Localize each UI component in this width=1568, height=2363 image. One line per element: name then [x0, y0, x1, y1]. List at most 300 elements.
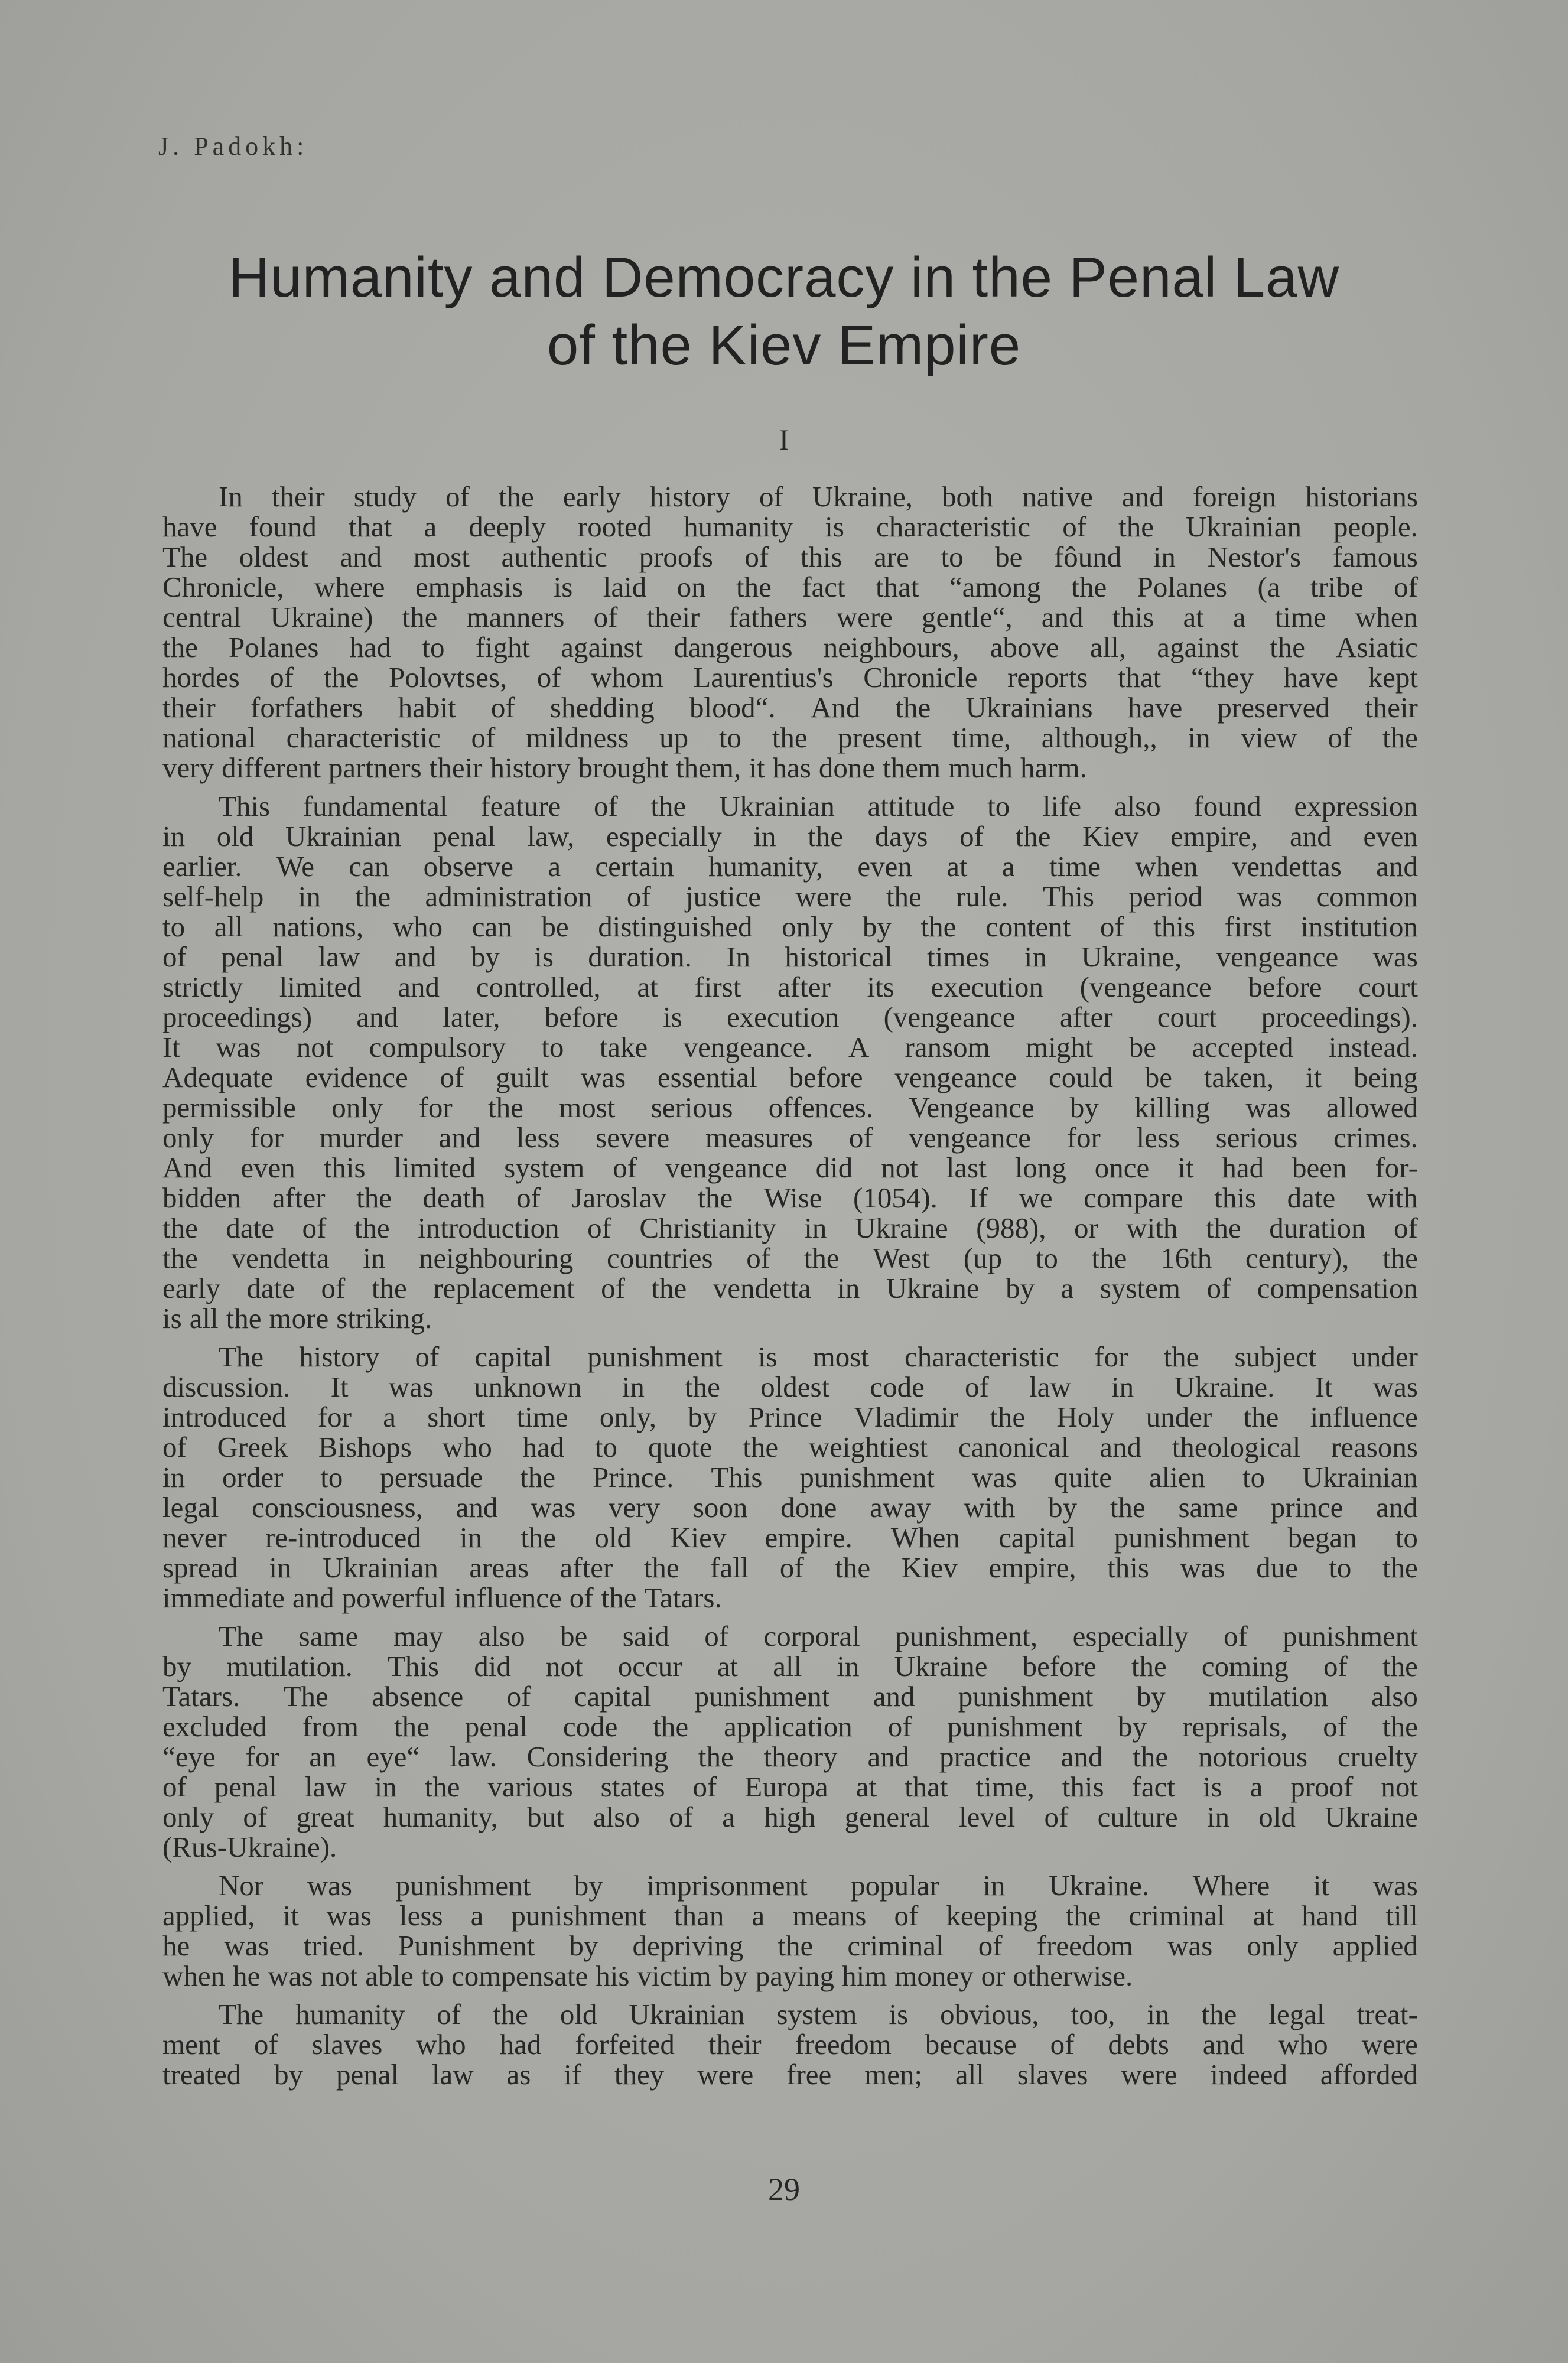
word: was — [1245, 1091, 1291, 1124]
text-line — [162, 972, 1418, 1002]
word: of — [321, 1272, 346, 1304]
word: ransom — [905, 1031, 990, 1063]
word: Polovtses, — [389, 661, 508, 694]
word: neighbours, — [823, 631, 959, 663]
word: date — [226, 1212, 274, 1244]
word: absence — [372, 1680, 464, 1713]
text-line — [162, 1342, 1418, 1372]
word: prince — [1270, 1491, 1343, 1524]
word: foreign — [1192, 480, 1277, 513]
word: Vengeance — [909, 1091, 1035, 1124]
word: to — [421, 1960, 444, 1992]
word: both — [942, 480, 994, 513]
word: law. — [449, 1740, 497, 1773]
word: accepted — [1192, 1031, 1293, 1063]
word: if — [564, 2058, 582, 2091]
word: criminal — [1128, 1899, 1225, 1932]
word: law — [304, 1770, 347, 1803]
word: dangerous — [674, 631, 793, 663]
word: found — [249, 510, 317, 543]
word: harm. — [1020, 751, 1087, 784]
word: in — [753, 820, 776, 852]
word: not — [1381, 1770, 1418, 1803]
word: a — [383, 1401, 396, 1433]
word: It — [330, 1371, 349, 1403]
word: reports — [1007, 661, 1088, 694]
word: compensate — [451, 1960, 588, 1992]
word: serious — [1215, 1121, 1298, 1154]
word: the — [424, 1770, 460, 1803]
word: less — [516, 1121, 560, 1154]
word: to — [941, 541, 964, 573]
word: measures — [705, 1121, 814, 1154]
word: The — [219, 1340, 264, 1373]
word: immediate — [162, 1581, 285, 1614]
word: administration — [425, 880, 593, 913]
word: the — [895, 691, 931, 724]
word: under — [1146, 1401, 1212, 1433]
word: Polanes — [228, 631, 319, 663]
word: by — [470, 940, 500, 973]
word: in — [298, 880, 321, 913]
word: the — [493, 1998, 528, 2030]
word: duration — [1269, 1212, 1366, 1244]
word: Tatars. — [162, 1680, 240, 1713]
word: their — [1365, 691, 1418, 724]
word: also — [478, 1620, 525, 1652]
word: and — [1099, 1431, 1141, 1463]
word: “they — [1190, 661, 1254, 694]
word: to — [320, 1461, 343, 1493]
word: in — [837, 1650, 860, 1682]
text-line — [162, 722, 1418, 753]
word: punishment — [799, 1461, 935, 1493]
word: after — [1059, 1001, 1113, 1033]
word: permissible — [162, 1091, 296, 1124]
word: punishment — [511, 1899, 647, 1932]
word: (vengeance — [1079, 971, 1212, 1003]
word: the — [162, 1242, 198, 1274]
word: 16th — [1160, 1242, 1212, 1274]
word: time — [1274, 601, 1326, 633]
word: who — [442, 1431, 492, 1463]
word: manners — [466, 601, 565, 633]
word: tribe — [1310, 571, 1364, 603]
word: the — [803, 1242, 840, 1274]
word: by — [1069, 1091, 1099, 1124]
word: after — [778, 971, 831, 1003]
word: famous — [1332, 541, 1418, 573]
word: the — [643, 1551, 679, 1584]
word: and — [340, 541, 382, 573]
word: weightiest — [808, 1431, 928, 1463]
word: old — [1258, 1801, 1296, 1833]
word: We — [276, 850, 315, 883]
paragraph — [162, 1870, 1418, 1991]
page-number: 29 — [768, 2172, 800, 2207]
word: a — [722, 1801, 735, 1833]
word: empire, — [1170, 820, 1258, 852]
word: especially — [606, 820, 722, 852]
word: When — [890, 1521, 960, 1554]
word: it — [1177, 1151, 1194, 1184]
word: by — [569, 1929, 598, 1962]
word: penal — [432, 820, 496, 852]
text-line — [162, 1243, 1418, 1273]
word: various — [487, 1770, 573, 1803]
word: keeping — [946, 1899, 1038, 1932]
word: proceedings). — [1261, 1001, 1418, 1033]
word: were — [795, 880, 852, 913]
word: It — [162, 1031, 180, 1063]
word: who — [392, 910, 443, 943]
text-line — [162, 1492, 1418, 1522]
word: under — [1352, 1340, 1418, 1373]
word: Ukrainian — [629, 1998, 745, 2030]
word: corporal — [763, 1620, 860, 1652]
word: were — [1361, 2028, 1418, 2061]
text-line — [162, 512, 1418, 542]
word: of — [593, 601, 618, 633]
word: laid — [603, 571, 647, 603]
word: and — [398, 971, 440, 1003]
word: culture — [1097, 1801, 1178, 1833]
word: the — [354, 1212, 390, 1244]
word: by — [1118, 1710, 1147, 1743]
word: bidden — [162, 1182, 242, 1214]
word: of — [516, 1182, 541, 1214]
word: Ukrainian — [285, 820, 401, 852]
word: allowed — [1326, 1091, 1418, 1124]
word: subject — [1234, 1340, 1317, 1373]
word: and — [867, 1740, 910, 1773]
word: Asiatic — [1336, 631, 1418, 663]
word: Prince — [748, 1401, 822, 1433]
word: men; — [864, 2058, 923, 2091]
word: same — [298, 1620, 359, 1652]
word: when — [1355, 601, 1418, 633]
word: in — [374, 1770, 397, 1803]
word: Ukrainians — [965, 691, 1093, 724]
paragraph — [162, 481, 1418, 783]
word: its — [867, 971, 894, 1003]
text-line — [162, 821, 1418, 851]
word: controlled, — [476, 971, 601, 1003]
word: can — [471, 910, 512, 943]
word: Greek — [217, 1431, 288, 1463]
word: had — [522, 1431, 565, 1463]
word: their — [429, 751, 483, 784]
word: Christianity — [639, 1212, 776, 1244]
word: to — [1035, 1242, 1058, 1274]
word: oldest — [760, 1371, 830, 1403]
word: slaves — [311, 2028, 383, 2061]
text-line — [162, 1900, 1418, 1931]
word: in — [1111, 1371, 1134, 1403]
word: cruelty — [1337, 1740, 1418, 1773]
word: also — [593, 1801, 640, 1833]
word: characteristic — [286, 721, 441, 754]
word: after — [559, 1551, 613, 1584]
word: replacement — [433, 1272, 575, 1304]
word: Ukraine, — [812, 480, 913, 513]
word: never — [162, 1521, 227, 1554]
word: depriving — [632, 1929, 744, 1962]
word: the — [736, 571, 772, 603]
word: of — [1062, 510, 1087, 543]
word: the — [697, 1182, 733, 1214]
word: the — [920, 910, 957, 943]
word: is — [757, 1340, 778, 1373]
word: offences. — [768, 1091, 874, 1124]
word: emphasis — [415, 571, 523, 603]
word: same — [1178, 1491, 1238, 1524]
word: not — [546, 1650, 583, 1682]
word: in — [363, 1242, 386, 1274]
word: most — [559, 1091, 616, 1124]
word: death — [422, 1182, 486, 1214]
text-line — [162, 2059, 1418, 2089]
word: were — [697, 2058, 754, 2091]
word: away — [870, 1491, 931, 1524]
word: order — [222, 1461, 284, 1493]
word: the — [1382, 1650, 1418, 1682]
word: (988), — [976, 1212, 1046, 1244]
text-line — [162, 1092, 1418, 1122]
word: in — [1206, 1801, 1229, 1833]
word: was — [580, 1061, 626, 1093]
text-line — [162, 1122, 1418, 1153]
word: once — [1094, 1151, 1150, 1184]
word: the — [1065, 1899, 1101, 1932]
word: of — [1223, 1620, 1248, 1652]
word: It — [1315, 1371, 1333, 1403]
word: fall — [710, 1551, 749, 1584]
word: by — [862, 910, 892, 943]
word: been — [1292, 1151, 1347, 1184]
word: duration. — [588, 940, 692, 973]
word: Wise — [763, 1182, 822, 1214]
word: and — [873, 1680, 915, 1713]
word: with — [1126, 1212, 1178, 1244]
word: observe — [423, 850, 514, 883]
text-line — [162, 1183, 1418, 1213]
word: of — [1394, 571, 1418, 603]
word: less — [1136, 1121, 1180, 1154]
word: rule. — [956, 880, 1009, 913]
word: and — [356, 1001, 399, 1033]
word: Ukraine. — [1174, 1371, 1275, 1403]
word: the — [685, 1371, 720, 1403]
word: shedding — [549, 691, 655, 724]
word: eye“ — [366, 1740, 420, 1773]
word: be — [1128, 1031, 1156, 1063]
word: guilt — [496, 1061, 549, 1093]
word: for — [249, 1121, 284, 1154]
text-line — [162, 1002, 1418, 1032]
word: excluded — [162, 1710, 267, 1743]
word: all — [214, 910, 243, 943]
word: In — [726, 940, 751, 973]
word: too, — [1071, 1998, 1115, 2030]
word: time, — [952, 721, 1011, 754]
word: preserved — [1217, 691, 1330, 724]
word: even — [1363, 820, 1418, 852]
word: nations, — [272, 910, 364, 943]
word: (vengeance — [883, 1001, 1016, 1033]
word: who — [416, 2028, 466, 2061]
word: not — [881, 1151, 918, 1184]
word: brought — [578, 751, 669, 784]
word: Adequate — [162, 1061, 274, 1093]
word: penal — [464, 1710, 528, 1743]
word: the — [835, 1551, 871, 1584]
text-line — [162, 602, 1418, 632]
word: of — [587, 1212, 611, 1244]
word: is — [663, 1001, 682, 1033]
word: the — [1091, 1242, 1127, 1274]
word: Vladimir — [854, 1401, 958, 1433]
word: fathers — [728, 601, 808, 633]
word: high — [764, 1801, 816, 1833]
word: was — [307, 1869, 352, 1902]
word: of — [490, 691, 515, 724]
word: justice — [685, 880, 761, 913]
word: most — [413, 541, 470, 573]
word: by — [718, 1960, 748, 1992]
text-line — [162, 1213, 1418, 1243]
paragraph — [162, 1621, 1418, 1862]
word: different — [222, 751, 321, 784]
text-line — [162, 1583, 1418, 1613]
word: the — [1382, 1551, 1418, 1584]
word: this — [1214, 1182, 1257, 1214]
word: humanity — [684, 510, 793, 543]
word: for- — [1375, 1151, 1418, 1184]
word: occur — [617, 1650, 682, 1682]
word: till — [1385, 1899, 1418, 1932]
word: later, — [443, 1001, 500, 1033]
word: level — [959, 1801, 1016, 1833]
word: distinguished — [598, 910, 753, 943]
word: kept — [1368, 661, 1418, 694]
text-line — [162, 851, 1418, 881]
article-title-line-1: Humanity and Democracy in the Penal Law — [229, 246, 1339, 309]
word: execution — [726, 1001, 840, 1033]
word: had — [349, 631, 392, 663]
word: the — [355, 880, 391, 913]
word: compulsory — [369, 1031, 506, 1063]
word: Kiev — [901, 1551, 958, 1584]
word: Europa — [744, 1770, 828, 1803]
word: reprisals, — [1182, 1710, 1288, 1743]
word: system — [1099, 1272, 1180, 1304]
word: Considering — [526, 1740, 669, 1773]
word: deeply — [469, 510, 546, 543]
word: before — [1022, 1650, 1097, 1682]
word: in — [622, 1371, 645, 1403]
word: that — [348, 510, 392, 543]
word: much — [948, 751, 1013, 784]
word: freedom — [1036, 1929, 1133, 1962]
word: of — [162, 940, 187, 973]
word: have — [1283, 661, 1339, 694]
word: of — [302, 1212, 327, 1244]
word: was — [531, 1491, 576, 1524]
word: powerful — [341, 1581, 447, 1614]
word: Ukraine — [854, 1212, 948, 1244]
word: first — [694, 971, 741, 1003]
word: discussion. — [162, 1371, 291, 1403]
word: for — [1094, 1340, 1128, 1373]
word: And — [162, 1151, 213, 1184]
text-line — [162, 1711, 1418, 1742]
word: fact — [1131, 1770, 1175, 1803]
word: they — [614, 2058, 665, 2091]
word: by — [1006, 1272, 1035, 1304]
word: but — [527, 1801, 564, 1833]
word: was — [1372, 940, 1418, 973]
word: law, — [527, 820, 575, 852]
word: more — [269, 1302, 329, 1335]
word: where — [314, 571, 385, 603]
word: This — [219, 790, 271, 822]
word: Punishment — [398, 1929, 535, 1962]
word: (up — [963, 1242, 1003, 1274]
word: humanity — [295, 1998, 405, 2030]
word: done — [818, 751, 876, 784]
word: time, — [975, 1770, 1035, 1803]
word: of — [848, 1121, 873, 1154]
word: a — [548, 850, 561, 883]
word: were — [836, 601, 893, 633]
word: last — [946, 1151, 987, 1184]
word: native — [1022, 480, 1093, 513]
word: the — [323, 661, 359, 694]
word: was — [971, 1461, 1017, 1493]
word: humanity, — [383, 1801, 498, 1833]
word: of — [1323, 1650, 1348, 1682]
article-body — [162, 481, 1418, 2098]
word: due — [1256, 1551, 1298, 1584]
word: not — [296, 1031, 334, 1063]
text-line — [162, 662, 1418, 692]
word: means — [792, 1899, 867, 1932]
word: of — [243, 1801, 268, 1833]
word: the — [601, 1581, 637, 1614]
word: code — [562, 1710, 618, 1743]
word: legal — [1268, 1998, 1325, 2030]
word: this — [1107, 1551, 1149, 1584]
word: before — [544, 1001, 619, 1033]
word: early — [562, 480, 621, 513]
word: short — [427, 1401, 486, 1433]
word: were — [1121, 2058, 1177, 2091]
word: be — [995, 541, 1023, 573]
word: of — [162, 1770, 187, 1803]
word: all — [189, 1302, 219, 1335]
word: of — [253, 2028, 278, 2061]
text-line — [162, 1742, 1418, 1772]
word: only — [162, 1121, 214, 1154]
word: and — [1122, 480, 1164, 513]
word: that — [905, 1770, 948, 1803]
word: law — [1029, 1371, 1071, 1403]
word: vendettas — [1232, 850, 1342, 883]
word: by — [1048, 1491, 1078, 1524]
word: Prince. — [593, 1461, 674, 1493]
word: the — [162, 631, 198, 663]
